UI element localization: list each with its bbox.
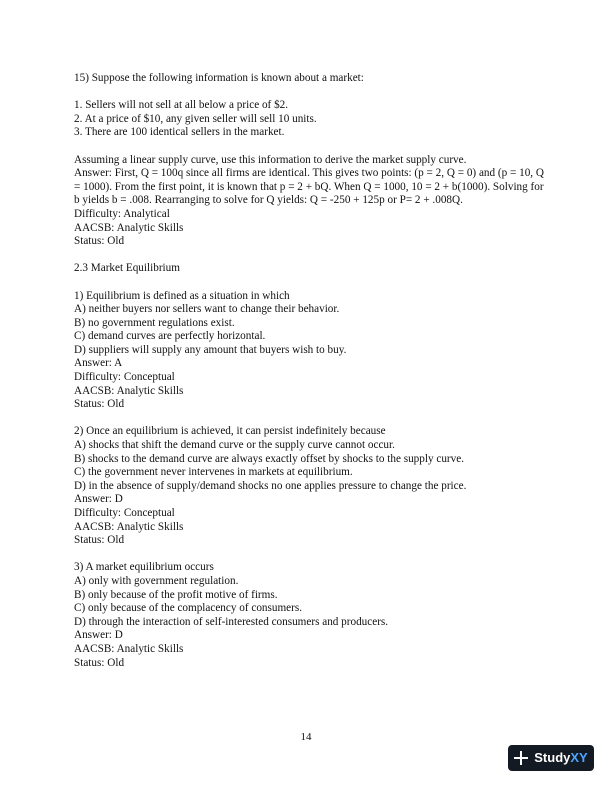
status-label: Status: Old bbox=[74, 235, 125, 248]
aacsb-label: AACSB: Analytic Skills bbox=[74, 520, 184, 533]
option-d: D) in the absence of supply/demand shocks no one applies pressure to change the price. bbox=[74, 479, 467, 492]
question-15 bbox=[74, 72, 544, 249]
fact-item: 1. Sellers will not sell at all below a price of $2. bbox=[74, 99, 289, 112]
status-label: Status: Old bbox=[74, 398, 125, 411]
status-label: Status: Old bbox=[74, 656, 125, 669]
question-3 bbox=[74, 561, 544, 670]
option-b: B) only because of the profit motive of firms. bbox=[74, 588, 278, 601]
difficulty-label: Difficulty: Analytical bbox=[74, 207, 170, 220]
question-task: Assuming a linear supply curve, use this information to derive the market supply curve. bbox=[74, 153, 467, 166]
answer-label: Answer: D bbox=[74, 493, 123, 506]
difficulty-label: Difficulty: Conceptual bbox=[74, 507, 175, 519]
answer-label: Answer: D bbox=[74, 629, 123, 642]
question-stem: 3) A market equilibrium occurs bbox=[74, 561, 214, 574]
studyxy-badge[interactable] bbox=[508, 745, 594, 771]
option-a: A) only with government regulation. bbox=[74, 574, 239, 587]
answer-label: Answer: A bbox=[74, 357, 123, 370]
option-a: A) shocks that shift the demand curve or the supply curve cannot occur. bbox=[74, 439, 395, 452]
aacsb-label: AACSB: Analytic Skills bbox=[74, 221, 184, 234]
brand-accent: XY bbox=[570, 750, 588, 766]
question-2 bbox=[74, 425, 544, 547]
answer-text: Answer: First, Q = 100q since all firms are identical. This gives two points: (p = 2, Q = 0) and (p = 10, Q = 1000). From the first point, it is known that p = 2 + bQ. When Q = 1000, 10 = 2 + b(1000). Solving for b yields b = .008. Rearranging to solve for Q yields: Q = -250 + 125p or P= 2 + .008Q. bbox=[74, 167, 544, 207]
question-stem: 2) Once an equilibrium is achieved, it can persist indefinitely because bbox=[74, 425, 386, 438]
status-label: Status: Old bbox=[74, 534, 125, 547]
option-c: C) demand curves are perfectly horizontal. bbox=[74, 330, 266, 343]
option-d: D) suppliers will supply any amount that buyers wish to buy. bbox=[74, 343, 347, 356]
option-b: B) shocks to the demand curve are always exactly offset by shocks to the supply curve. bbox=[74, 452, 465, 465]
page-content bbox=[74, 72, 544, 670]
option-c: C) only because of the complacency of consumers. bbox=[74, 602, 303, 615]
plus-icon bbox=[514, 751, 528, 765]
aacsb-label: AACSB: Analytic Skills bbox=[74, 642, 184, 655]
option-a: A) neither buyers nor sellers want to change their behavior. bbox=[74, 303, 340, 316]
option-b: B) no government regulations exist. bbox=[74, 316, 235, 329]
aacsb-label: AACSB: Analytic Skills bbox=[74, 384, 184, 397]
brand-name bbox=[534, 751, 587, 765]
question-stem: 15) Suppose the following information is known about a market: bbox=[74, 72, 364, 84]
brand-main: Study bbox=[534, 750, 571, 766]
option-d: D) through the interaction of self-interested consumers and producers. bbox=[74, 615, 389, 628]
fact-item: 3. There are 100 identical sellers in the market. bbox=[74, 126, 285, 139]
question-stem: 1) Equilibrium is defined as a situation in which bbox=[74, 289, 290, 302]
fact-item: 2. At a price of $10, any given seller will sell 10 units. bbox=[74, 112, 317, 125]
option-c: C) the government never intervenes in markets at equilibrium. bbox=[74, 466, 353, 479]
difficulty-label: Difficulty: Conceptual bbox=[74, 371, 175, 384]
question-1 bbox=[74, 290, 544, 412]
page-number: 14 bbox=[300, 731, 312, 743]
section-heading: 2.3 Market Equilibrium bbox=[74, 262, 180, 275]
